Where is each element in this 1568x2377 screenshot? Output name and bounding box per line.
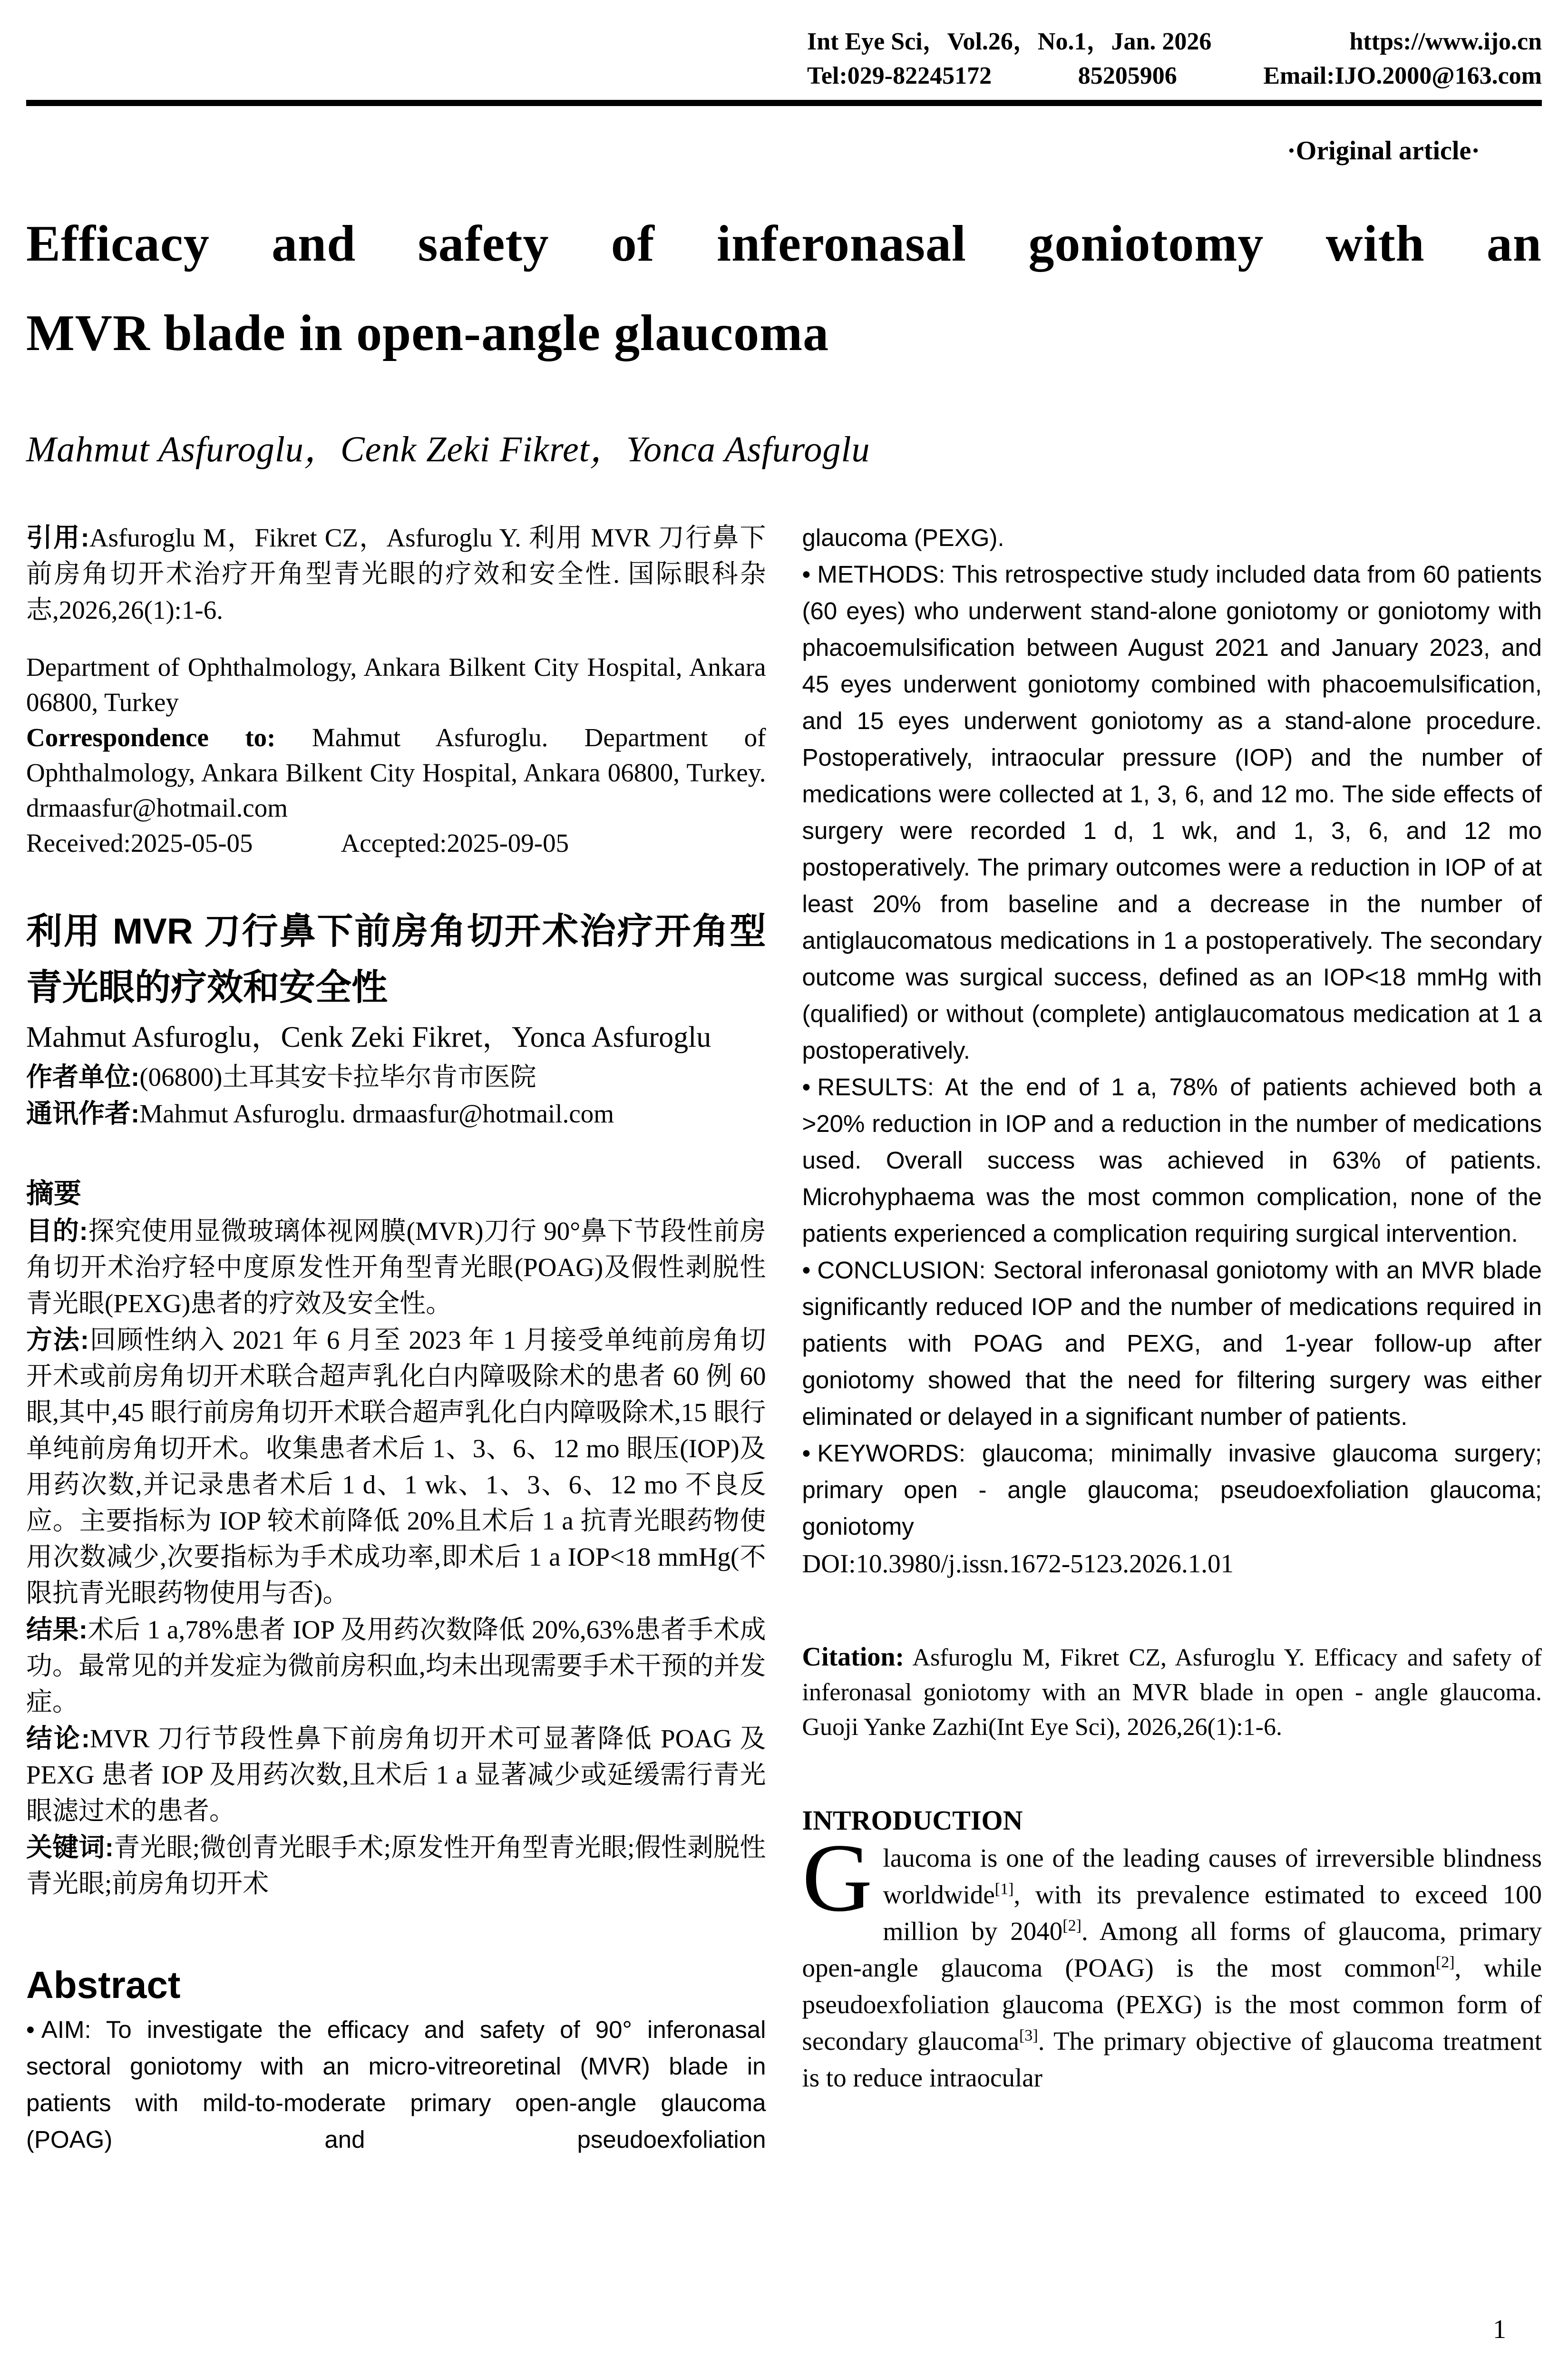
chinese-aim [26, 1213, 766, 1322]
left-column [26, 519, 766, 2158]
chinese-affiliation-text: (06800)土耳其安卡拉毕尔肯市医院 [139, 1062, 536, 1091]
introduction-paragraph [802, 1824, 1542, 2096]
chinese-keywords-label: 关键词: [26, 1832, 114, 1862]
department-affiliation: Department of Ophthalmology, Ankara Bilkent City Hospital, Ankara 06800, Turkey [26, 653, 766, 717]
chinese-conclusion-text: MVR 刀行节段性鼻下前房角切开术可显著降低 POAG 及 PEXG 患者 IOP 及用药次数,且术后 1 a 显著减少或延缓需行青光眼滤过术的患者。 [26, 1724, 766, 1825]
journal-issue-info: Int Eye Sci，Vol.26，No.1，Jan. 2026 [807, 28, 1212, 55]
english-results-text: At the end of 1 a, 78% of patients achieved both a >20% reduction in IOP and a reduction in the number of medications used. Overall success was achieved in 63% of patients. Microhyphaema was the most common complication, none of the patients experienced a complication requiring surgical intervention. [802, 1073, 1542, 1247]
introduction-heading: INTRODUCTION [802, 1805, 1023, 1836]
journal-email: Email:IJO.2000@163.com [1263, 62, 1542, 89]
english-aim-text: To investigate the efficacy and safety of 90° inferonasal sectoral goniotomy with an micro-vitreoretinal (MVR) blade in patients with mild-to-moderate primary open-angle glaucoma (POAG) and pseudoexfoliation [26, 2016, 766, 2153]
chinese-citation-text: Asfuroglu M，Fikret CZ，Asfuroglu Y. 利用 MVR 刀行鼻下前房角切开术治疗开角型青光眼的疗效和安全性. 国际眼科杂志,2026,26(1):1-6. [26, 523, 766, 624]
chinese-keywords [26, 1829, 766, 1902]
reference-3: [2] [1435, 1953, 1455, 1971]
chinese-results [26, 1611, 766, 1720]
chinese-abstract-heading: 摘要 [26, 1178, 82, 1209]
bullet-icon: • [802, 561, 811, 588]
english-keywords-text: glaucoma; minimally invasive glaucoma surgery; primary open - angle glaucoma; pseudoexfoliation glaucoma; goniotomy [802, 1440, 1542, 1540]
header-line-2 [807, 59, 1542, 93]
chinese-conclusion [26, 1720, 766, 1829]
chinese-methods-label: 方法: [26, 1325, 89, 1354]
authors-chinese-section: Mahmut Asfuroglu，Cenk Zeki Fikret，Yonca Asfuroglu [26, 1021, 711, 1053]
bullet-icon: • [802, 1257, 811, 1284]
spacer [802, 1744, 1542, 1802]
doi-line: DOI:10.3980/j.issn.1672-5123.2026.1.01 [802, 1549, 1234, 1578]
reference-4: [3] [1019, 2026, 1038, 2045]
spacer [26, 1902, 766, 1959]
english-citation-text: Asfuroglu M, Fikret CZ, Asfuroglu Y. Efficacy and safety of inferonasal goniotomy with an MVR blade in open - angle glaucoma. Guoji Yanke Zazhi(Int Eye Sci), 2026,26(1):1-6. [802, 1644, 1542, 1741]
bullet-icon: • [802, 1073, 811, 1101]
header-line-1 [807, 25, 1542, 59]
correspondence-label: Correspondence to: [26, 723, 276, 752]
chinese-results-label: 结果: [26, 1615, 88, 1644]
english-aim [26, 2011, 766, 2158]
received-accepted-line [26, 826, 766, 861]
header-rule [26, 100, 1542, 106]
reference-1: [1] [994, 1880, 1014, 1898]
correspondence [26, 720, 766, 826]
chinese-citation [26, 519, 766, 628]
authors-english: Mahmut Asfuroglu，Cenk Zeki Fikret，Yonca Asfuroglu [26, 429, 870, 469]
chinese-conclusion-label: 结论: [26, 1724, 90, 1753]
intro-text-4: , while pseudoexfoliation glaucoma (PEXG) is the most common form of secondary glaucoma [802, 1953, 1542, 2056]
article-title-line2: MVR blade in open-angle glaucoma [26, 305, 829, 361]
chinese-results-text: 术后 1 a,78%患者 IOP 及用药次数降低 20%,63%患者手术成功。最常见的并发症为微前房积血,均未出现需要手术干预的并发症。 [26, 1615, 766, 1716]
received-date: Received:2025-05-05 [26, 828, 253, 857]
journal-website: https://www.ijo.cn [1349, 28, 1542, 55]
intro-text-5: . The primary objective of glaucoma treatment is to reduce intraocular [802, 2026, 1542, 2092]
spacer [802, 1583, 1542, 1640]
chinese-affiliation-label: 作者单位: [26, 1062, 140, 1091]
chinese-methods [26, 1322, 766, 1611]
chinese-methods-text: 回顾性纳入 2021 年 6 月至 2023 年 1 月接受单纯前房角切开术或前房角切开术联合超声乳化白内障吸除术的患者 60 例 60 眼,其中,45 眼行前房角切开术联合超声乳化白内障吸除术,15 眼行单纯前房角切开术。收集患者术后 1、3、6、12 mo 眼压(IOP)及用药次数,并记录患者术后 1 d、1 wk、1、3、6、12 mo 不良反应。主要指标为 IOP 较术前降低 20%且术后 1 a 抗青光眼药物使用次数减少,次要指标为手术成功率,即术后 1 a IOP<18 mmHg(不限抗青光眼药物使用与否)。 [26, 1325, 766, 1607]
spacer [26, 861, 766, 904]
intro-text-1: laucoma is one of the leading causes of irreversible blindness worldwide [883, 1843, 1542, 1909]
english-methods [802, 556, 1542, 1069]
chinese-keywords-text: 青光眼;微创青光眼手术;原发性开角型青光眼;假性剥脱性青光眼;前房角切开术 [26, 1833, 766, 1898]
chinese-affiliation [26, 1059, 766, 1095]
chinese-citation-label: 引用: [26, 523, 89, 552]
accepted-date: Accepted:2025-09-05 [341, 828, 569, 857]
bullet-icon: • [26, 2016, 35, 2043]
intro-text-2: , with its prevalence estimated to exceed 100 million by 2040 [883, 1880, 1542, 1946]
dropcap-letter: G [802, 1824, 873, 1932]
intro-text-3: . Among all forms of glaucoma, primary open-angle glaucoma (POAG) is the most common [802, 1917, 1542, 1982]
chinese-corresponding-text: Mahmut Asfuroglu. drmaasfur@hotmail.com [139, 1099, 614, 1128]
english-citation-label: Citation: [802, 1642, 905, 1672]
page-header [807, 25, 1542, 93]
journal-tel: Tel:029-82245172 [807, 62, 992, 89]
english-abstract-heading: Abstract [26, 1964, 181, 2006]
bullet-icon: • [802, 1440, 811, 1467]
chinese-title: 利用 MVR 刀行鼻下前房角切开术治疗开角型青光眼的疗效和安全性 [26, 911, 766, 1008]
english-methods-label: METHODS: [817, 561, 945, 588]
chinese-corresponding-author [26, 1095, 766, 1132]
english-results-label: RESULTS: [817, 1073, 934, 1101]
english-keywords [802, 1435, 1542, 1545]
right-column [802, 519, 1542, 2158]
reference-2: [2] [1062, 1917, 1082, 1935]
chinese-aim-label: 目的: [26, 1216, 88, 1246]
chinese-aim-text: 探究使用显微玻璃体视网膜(MVR)刀行 90°鼻下节段性前房角切开术治疗轻中度原发性开角型青光眼(POAG)及假性剥脱性青光眼(PEXG)患者的疗效及安全性。 [26, 1217, 766, 1318]
english-keywords-label: KEYWORDS: [817, 1440, 966, 1467]
correspondence-text: Mahmut Asfuroglu. Department of Ophthalmology, Ankara Bilkent City Hospital, Ankara 06800, Turkey. drmaasfur@hotmail.com [26, 723, 766, 822]
article-type-label: ·Original article· [1287, 136, 1480, 166]
article-title-line1: Efficacy and safety of inferonasal goniotomy with an [26, 215, 1542, 272]
english-aim-label: AIM: [41, 2016, 91, 2043]
spacer [26, 628, 766, 650]
journal-tel-ext: 85205906 [1078, 62, 1177, 89]
english-methods-text: This retrospective study included data from 60 patients (60 eyes) who underwent stand-alone goniotomy or goniotomy with phacoemulsification between August 2021 and January 2023, and 45 eyes underwent goniotomy combined with phacoemulsification, and 15 eyes underwent goniotomy as a stand-alone procedure. Postoperatively, intraocular pressure (IOP) and the number of medications were collected at 1, 3, 6, and 12 mo. The side effects of surgery were recorded 1 d, 1 wk, and 1, 3, 6, and 12 mo postoperatively. The primary outcomes were a reduction in IOP of at least 20% from baseline and a decrease in the number of antiglaucomatous medications in 1 a postoperatively. The secondary outcome was surgical success, defined as an IOP<18 mmHg with (qualified) or without (complete) antiglaucomatous medication at 1 a postoperatively. [802, 561, 1542, 1064]
english-aim-continued: glaucoma (PEXG). [802, 524, 1004, 551]
chinese-corresponding-label: 通讯作者: [26, 1099, 140, 1128]
two-column-body [26, 519, 1542, 2158]
english-conclusion-text: Sectoral inferonasal goniotomy with an MVR blade significantly reduced IOP and the number of medications required in patients with POAG and PEXG, and 1-year follow-up after goniotomy showed that the need for filtering surgery was either eliminated or delayed in a significant number of patients. [802, 1257, 1542, 1430]
english-results [802, 1069, 1542, 1252]
english-conclusion-label: CONCLUSION: [817, 1257, 986, 1284]
english-citation [802, 1640, 1542, 1744]
english-conclusion [802, 1252, 1542, 1435]
spacer [26, 1132, 766, 1175]
page-number: 1 [1493, 2315, 1506, 2344]
article-title [26, 199, 1542, 378]
